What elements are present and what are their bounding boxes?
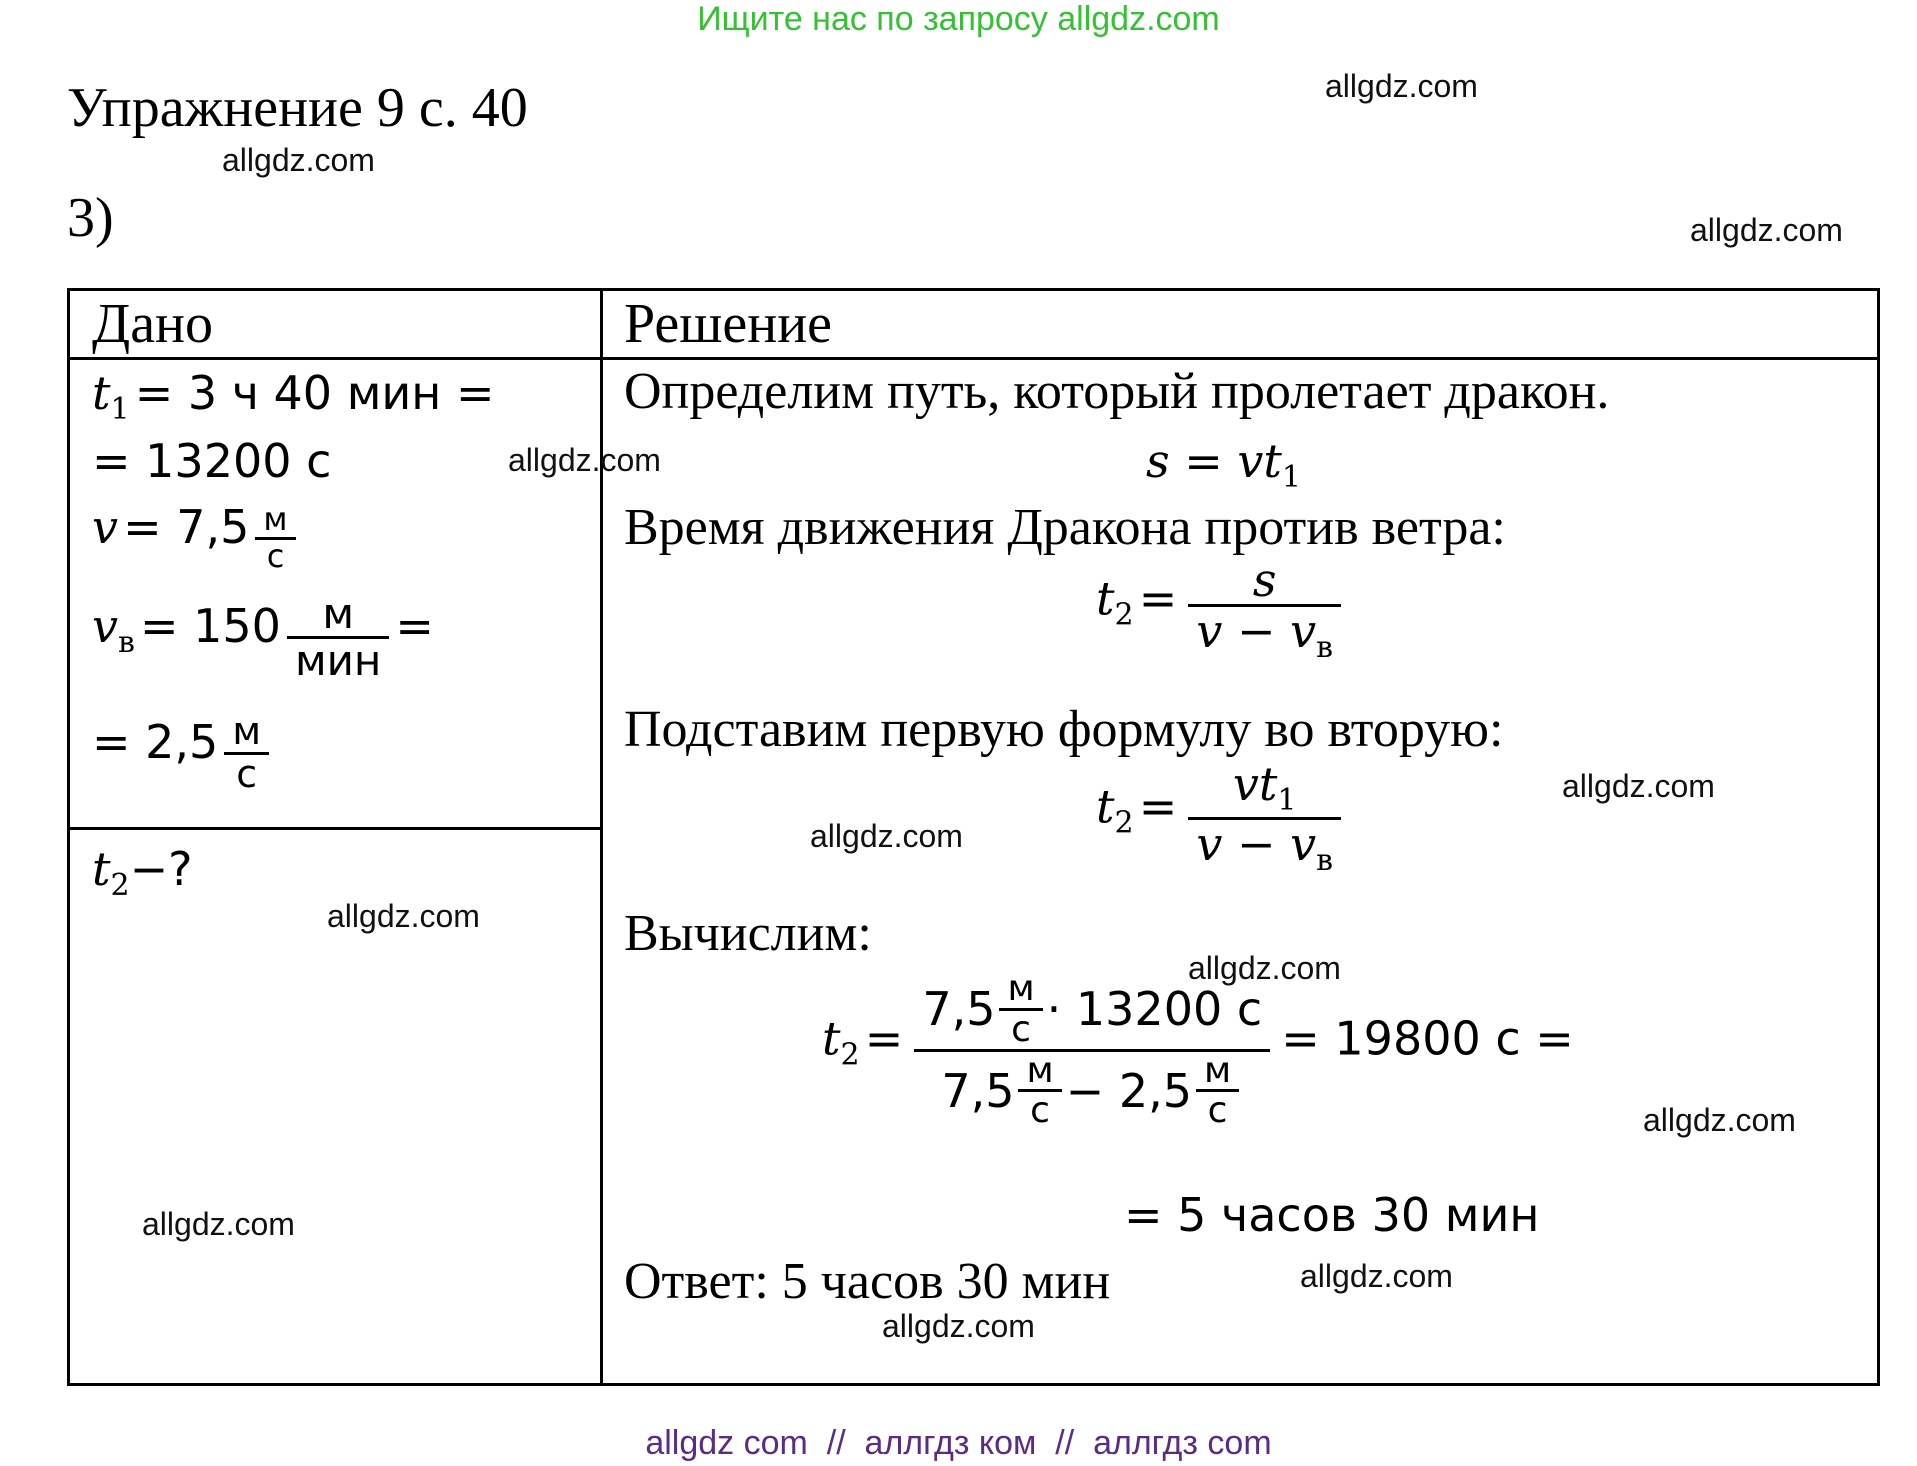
given-find: t2−?	[92, 842, 193, 903]
watermark: allgdz.com	[508, 442, 661, 478]
part-label: 3)	[67, 187, 114, 249]
calc-result: = 5 часов 30 мин	[1124, 1188, 1540, 1242]
watermark: allgdz.com	[1643, 1102, 1796, 1138]
watermark: allgdz.com	[142, 1206, 295, 1242]
watermark: allgdz.com	[327, 898, 480, 934]
given-vb: vв = 150 $\frac{м}{\text{мин}}$ =	[92, 589, 434, 686]
watermark: allgdz.com	[882, 1308, 1035, 1344]
answer-line: Ответ: 5 часов 30 мин	[624, 1253, 1111, 1310]
watermark: allgdz.com	[1300, 1258, 1453, 1294]
formula-s: s = vt1	[1146, 434, 1301, 495]
given-header: Дано	[92, 293, 214, 355]
solution-line-1: Определим путь, который пролетает дракон.	[624, 363, 1610, 420]
watermark: allgdz.com	[222, 142, 375, 178]
watermark: allgdz.com	[810, 818, 963, 854]
given-t1: t1 = 3 ч 40 мин =	[92, 366, 495, 427]
solution-line-4: Вычислим:	[624, 905, 872, 962]
watermark: allgdz.com	[1690, 212, 1843, 248]
watermark: allgdz.com	[1188, 950, 1341, 986]
calc-formula: t2 = 7,5 $\frac{м}{с}$ · 13200 с 7,5 $\frac{м}{с}$ − 2,5 $\frac{м}{с}$ = 19800 с =	[822, 968, 1574, 1132]
footer-links: allgdz com // аллгдз ком // аллгдз com	[645, 1424, 1272, 1462]
exercise-title: Упражнение 9 с. 40	[67, 77, 528, 139]
solution-line-2: Время движения Дракона против ветра:	[624, 499, 1506, 556]
watermark: allgdz.com	[1562, 768, 1715, 804]
watermark: allgdz.com	[1325, 68, 1478, 104]
solution-header: Решение	[624, 293, 833, 355]
given-vb-result: = 2,5 $\frac{м}{с}$	[92, 712, 275, 795]
formula-t2-a: t2 = $\frac{s}{v - v_в}$	[1096, 556, 1347, 664]
given-t1-result: = 13200 с	[92, 434, 332, 488]
solution-line-3: Подставим первую формулу во вторую:	[624, 701, 1504, 758]
given-v: v = 7,5 $\frac{м}{с}$	[92, 500, 302, 574]
formula-t2-b: t2 = $\frac{vt_1}{v - v_в}$	[1096, 760, 1347, 876]
top-banner: Ищите нас по запросу allgdz.com	[697, 0, 1220, 38]
